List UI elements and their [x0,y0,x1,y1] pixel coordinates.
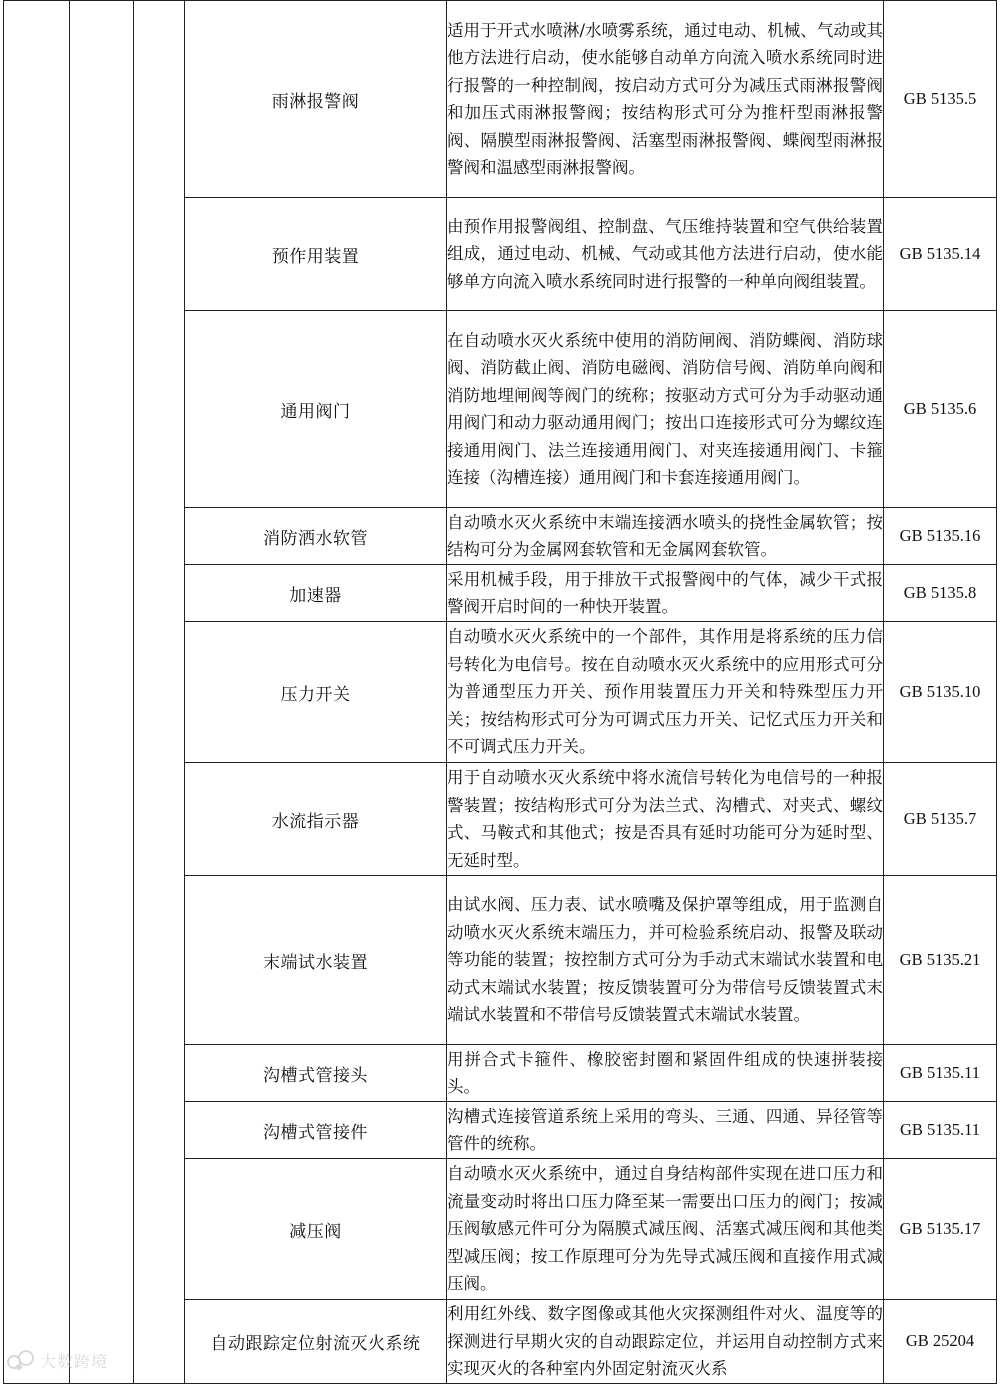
standards-table [3,0,997,1384]
product-description-cell [447,1,884,198]
group-cell [134,1,185,1384]
standard-number-cell: GB 5135.11 [884,1102,997,1159]
product-description-text: 用拼合式卡箍件、橡胶密封圈和紧固件组成的快速拼装接头。 [447,1049,883,1096]
product-description-text: 采用机械手段，用于排放干式报警阀中的气体，减少干式报警阀开启时间的一种快开装置。 [447,569,883,616]
table-row [4,1,997,198]
product-description-cell [447,1300,884,1384]
product-name-cell: 消防洒水软管 [185,508,447,565]
product-description-text: 由预作用报警阀组、控制盘、气压维持装置和空气供给装置组成，通过电动、机械、气动或其他方法进行启动，使水能够单方向流入喷水系统同时进行报警的一种单向阀组装置。 [447,216,883,291]
product-description-cell [447,1102,884,1159]
subcategory-cell [70,1,134,1384]
table-body [4,1,997,1384]
standard-number-cell: GB 5135.11 [884,1045,997,1102]
product-name-cell: 水流指示器 [185,763,447,876]
product-description-text: 适用于开式水喷淋/水喷雾系统，通过电动、机械、气动或其他方法进行启动，使水能够自动单方向流入喷水系统同时进行报警的一种控制阀，按启动方式可分为减压式雨淋报警阀和加压式雨淋报警阀；按结构形式可分为推杆型雨淋报警阀、隔膜型雨淋报警阀、活塞型雨淋报警阀、蝶阀型雨淋报警阀和温感型雨淋报警阀。 [447,20,883,177]
product-name-cell: 沟槽式管接头 [185,1045,447,1102]
product-description-cell [447,311,884,508]
product-description-cell [447,876,884,1045]
standard-number-cell: GB 5135.5 [884,1,997,198]
product-description-cell [447,1045,884,1102]
standard-number-cell: GB 5135.21 [884,876,997,1045]
product-description-text: 由试水阀、压力表、试水喷嘴及保护罩等组成，用于监测自动喷水灭火系统末端压力，并可检验系统启动、报警及联动等功能的装置；按控制方式可分为手动式末端试水装置和电动式末端试水装置；按反馈装置可分为带信号反馈装置式末端试水装置和不带信号反馈装置式末端试水装置。 [447,895,883,1025]
product-name-cell: 加速器 [185,565,447,622]
product-name-cell: 自动跟踪定位射流灭火系统 [185,1300,447,1384]
watermark [6,1348,108,1372]
product-description-text: 在自动喷水灭火系统中使用的消防闸阀、消防蝶阀、消防球阀、消防截止阀、消防电磁阀、消防信号阀、消防单向阀和消防地埋闸阀等阀门的统称；按驱动方式可分为手动驱动通用阀门和动力驱动通用阀门；按出口连接形式可分为螺纹连接通用阀门、法兰连接通用阀门、对夹连接通用阀门、卡箍连接（沟槽连接）通用阀门和卡套连接通用阀门。 [447,330,883,487]
product-description-text: 用于自动喷水灭火系统中将水流信号转化为电信号的一种报警装置；按结构形式可分为法兰式、沟槽式、对夹式、螺纹式、马鞍式和其他式；按是否具有延时功能可分为延时型、无延时型。 [447,768,883,870]
product-name-cell: 预作用装置 [185,198,447,311]
watermark-logo-icon [6,1348,36,1372]
product-description-cell [447,565,884,622]
product-description-text: 利用红外线、数字图像或其他火灾探测组件对火、温度等的探测进行早期火灾的自动跟踪定位，并运用自动控制方式来实现灭火的各种室内外固定射流灭火系 [447,1304,883,1378]
product-name-cell: 末端试水装置 [185,876,447,1045]
product-description-text: 沟槽式连接管道系统上采用的弯头、三通、四通、异径管等管件的统称。 [447,1106,883,1153]
product-description-cell [447,508,884,565]
product-description-text: 自动喷水灭火系统中末端连接洒水喷头的挠性金属软管；按结构可分为金属网套软管和无金属网套软管。 [447,512,883,559]
standard-number-cell: GB 5135.10 [884,622,997,763]
product-name-cell: 沟槽式管接件 [185,1102,447,1159]
standard-number-cell: GB 5135.16 [884,508,997,565]
standard-number-cell: GB 5135.7 [884,763,997,876]
product-description-cell [447,763,884,876]
product-description-cell [447,622,884,763]
watermark-text: 大数跨境 [40,1351,109,1371]
product-description-cell [447,1159,884,1300]
category-cell [4,1,70,1384]
product-name-cell: 雨淋报警阀 [185,1,447,198]
standard-number-cell: GB 5135.6 [884,311,997,508]
product-name-cell: 压力开关 [185,622,447,763]
standard-number-cell: GB 25204 [884,1300,997,1384]
standard-number-cell: GB 5135.14 [884,198,997,311]
product-name-cell: 通用阀门 [185,311,447,508]
product-description-text: 自动喷水灭火系统中的一个部件，其作用是将系统的压力信号转化为电信号。按在自动喷水灭火系统中的应用形式可分为普通型压力开关、预作用装置压力开关和特殊型压力开关；按结构形式可分为可调式压力开关、记忆式压力开关和不可调式压力开关。 [447,627,883,757]
standard-number-cell: GB 5135.17 [884,1159,997,1300]
product-name-cell: 减压阀 [185,1159,447,1300]
product-description-cell [447,198,884,311]
product-description-text: 自动喷水灭火系统中，通过自身结构部件实现在进口压力和流量变动时将出口压力降至某一需要出口压力的阀门；按减压阀敏感元件可分为隔膜式减压阀、活塞式减压阀和其他类型减压阀；按工作原理可分为先导式减压阀和直接作用式减压阀。 [447,1164,883,1294]
standard-number-cell: GB 5135.8 [884,565,997,622]
